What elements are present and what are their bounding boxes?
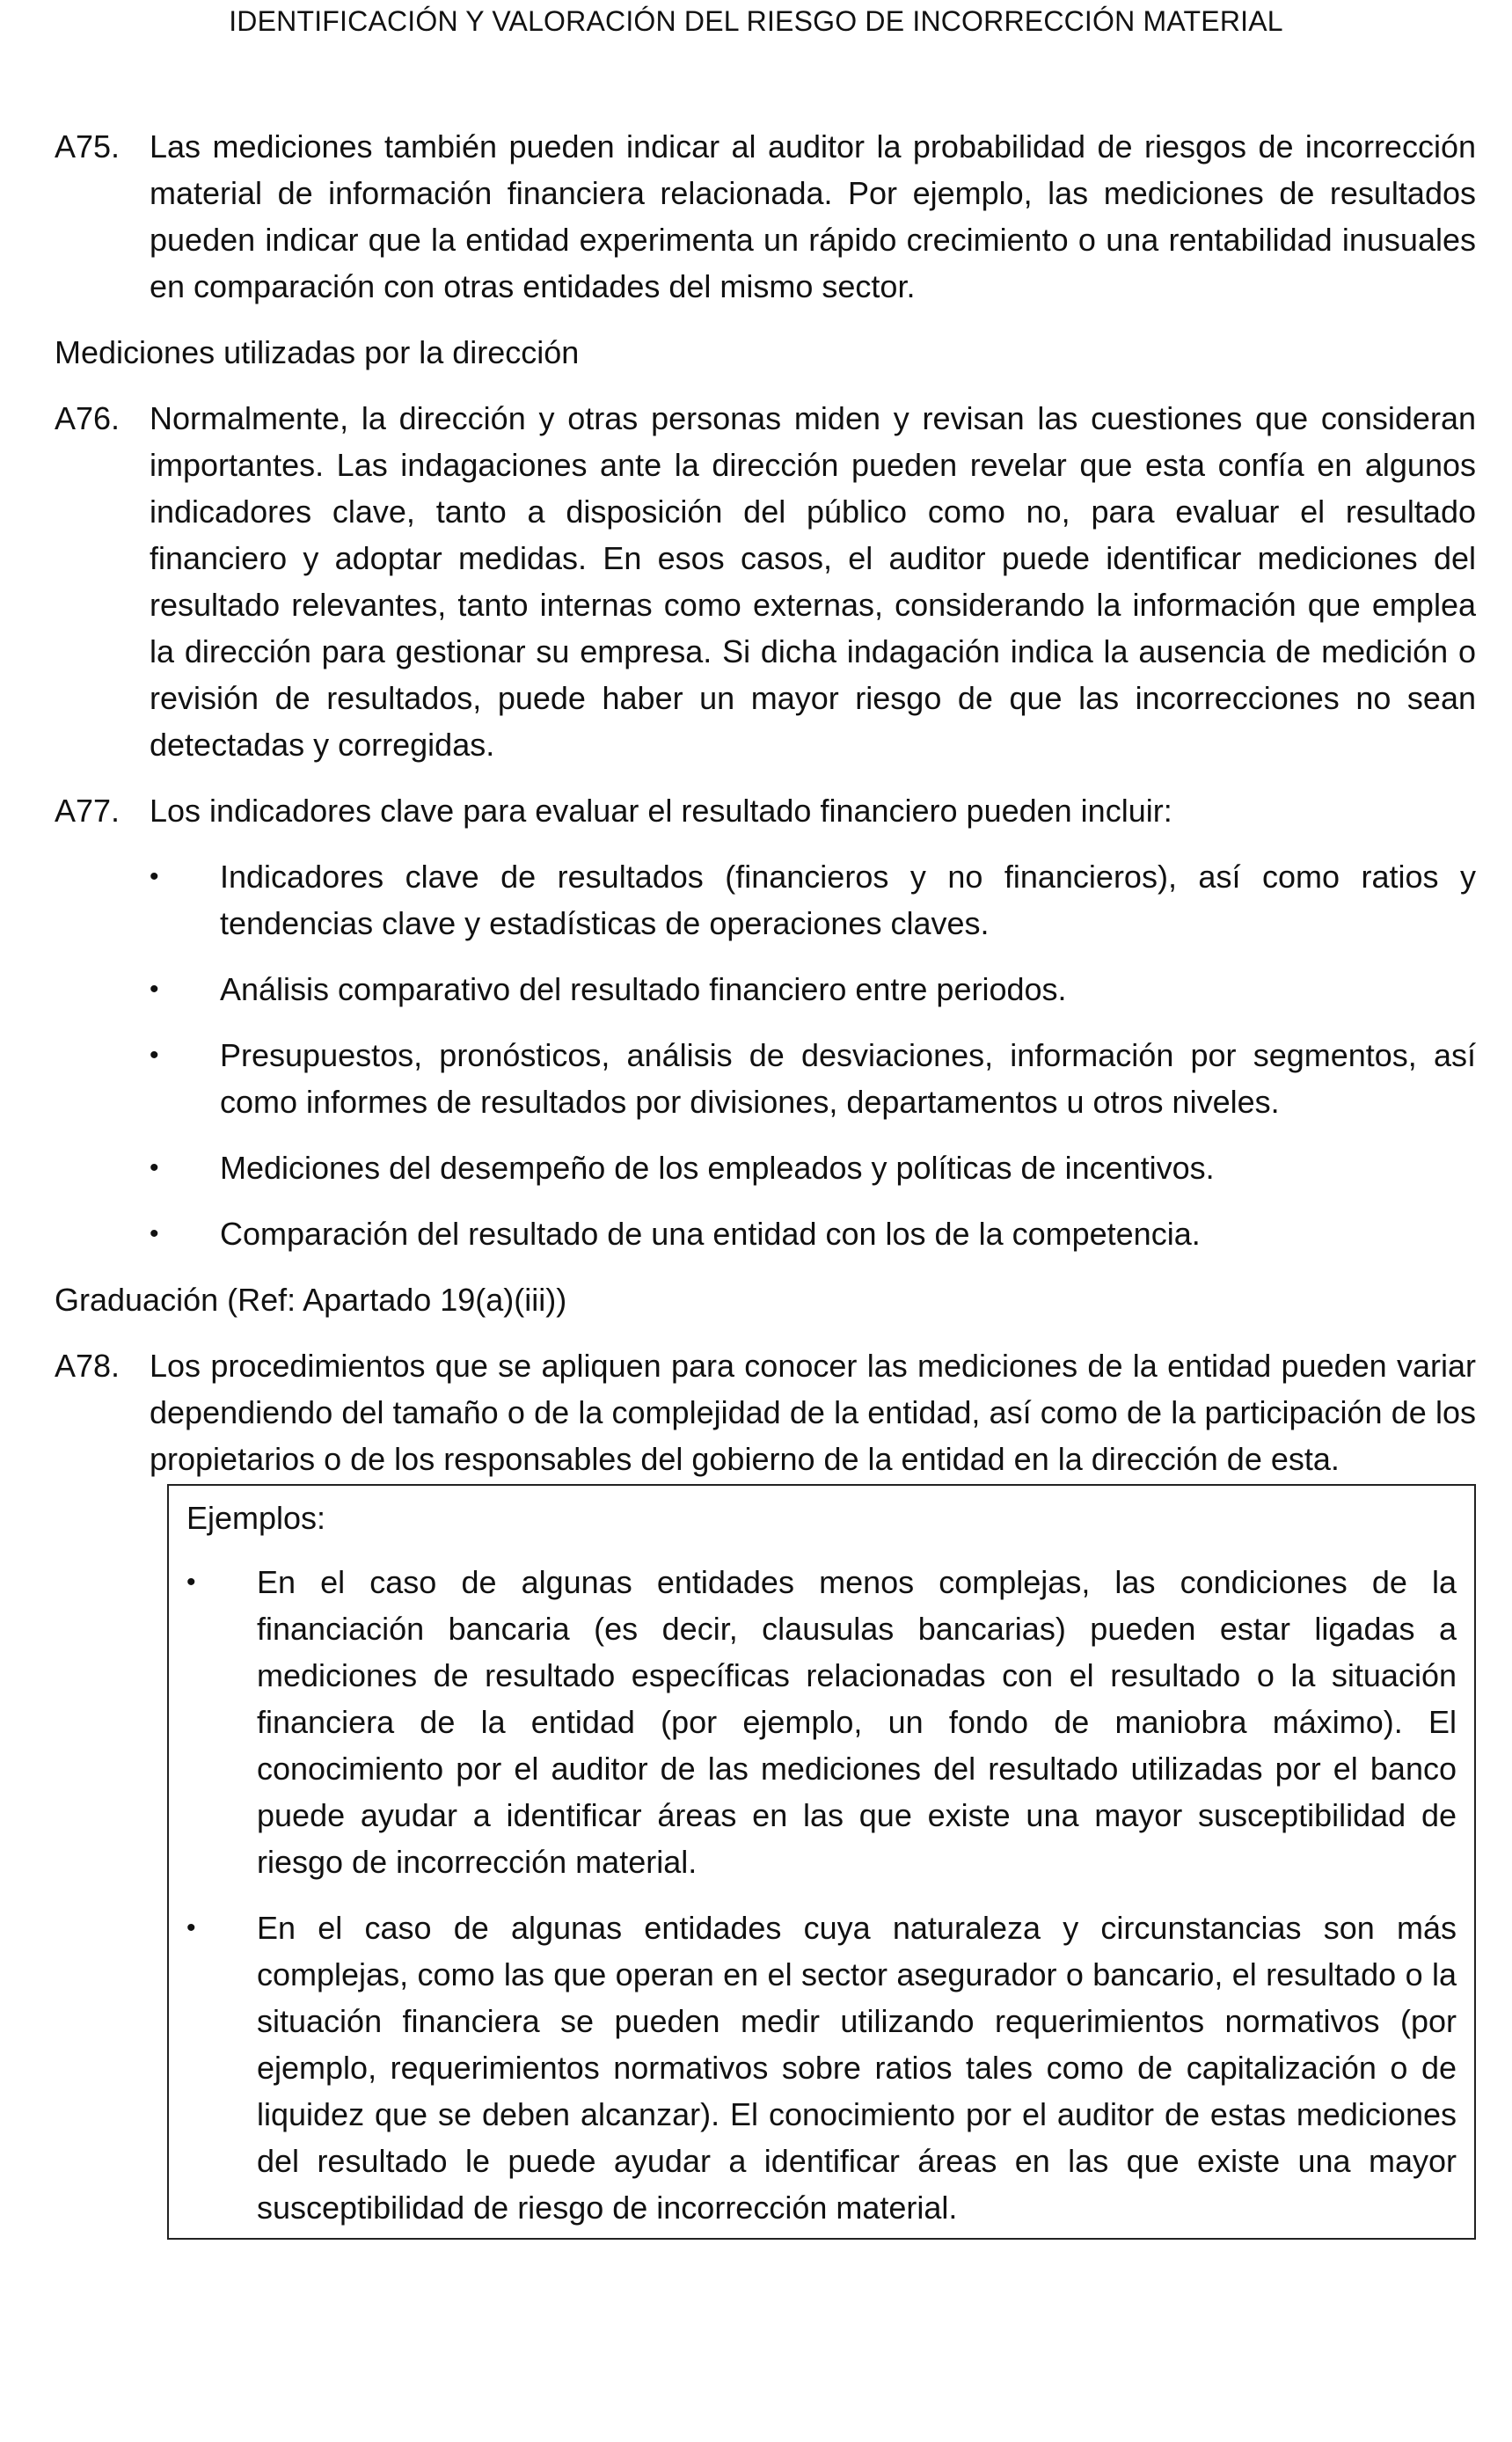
bullet-icon: •: [150, 1219, 159, 1248]
bullet-icon: •: [150, 975, 159, 1004]
bullet-icon: •: [186, 1913, 196, 1942]
list-item-text: Mediciones del desempeño de los empleados y políticas de incentivos.: [220, 1150, 1215, 1186]
section-heading-mediciones: Mediciones utilizadas por la dirección: [55, 334, 580, 370]
document-body: [55, 123, 1476, 2240]
paragraph-number: A77.: [55, 793, 121, 829]
paragraph-a75: [55, 123, 1476, 310]
list-item: [150, 853, 1476, 947]
paragraph-number: A78.: [55, 1348, 121, 1384]
paragraph-number: A75.: [55, 128, 121, 165]
bullet-icon: •: [186, 1568, 196, 1597]
section-heading-graduacion: Graduación (Ref: Apartado 19(a)(iii)): [55, 1282, 567, 1318]
list-item: [150, 1144, 1476, 1191]
paragraph-a76: [55, 395, 1476, 768]
examples-list: [186, 1559, 1457, 2231]
list-item-text: En el caso de algunas entidades cuya naturaleza y circunstancias son más complejas, como las que operan en el sector asegurador o bancario, el resultado o la situación financiera se pueden medir utilizando requerimientos normativos (por ejemplo, requerimientos normativos sobre ratios tales como de capitalización o de liquidez que se deben alcanzar). El conocimiento por el auditor de estas mediciones del resultado le puede ayudar a identificar áreas en las que existe una mayor susceptibilidad de riesgo de incorrección material.: [257, 1910, 1457, 2226]
paragraph-text: Los indicadores clave para evaluar el resultado financiero pueden incluir:: [150, 793, 1172, 829]
bullet-icon: •: [150, 1041, 159, 1070]
running-header: IDENTIFICACIÓN Y VALORACIÓN DEL RIESGO DE INCORRECCIÓN MATERIAL: [229, 5, 1283, 37]
list-item-text: Comparación del resultado de una entidad con los de la competencia.: [220, 1216, 1201, 1252]
list-item: [150, 1210, 1476, 1257]
paragraph-a77: [55, 787, 1476, 834]
paragraph-text: Normalmente, la dirección y otras personas miden y revisan las cuestiones que consideran importantes. Las indagaciones ante la dirección pueden revelar que esta confía en algunos indicadores clave, tanto a disposición del público como no, para evaluar el resultado financiero y adoptar medidas. En esos casos, el auditor puede identificar mediciones del resultado relevantes, tanto internas como externas, considerando la información que emplea la dirección para gestionar su empresa. Si dicha indagación indica la ausencia de medición o revisión de resultados, puede haber un mayor riesgo de que las incorrecciones no sean detectadas y corregidas.: [150, 400, 1476, 763]
list-item-text: En el caso de algunas entidades menos complejas, las condiciones de la financiación bancaria (es decir, clausulas bancarias) pueden estar ligadas a mediciones de resultado específicas relacionadas con el resultado o la situación financiera de la entidad (por ejemplo, un fondo de maniobra máximo). El conocimiento por el auditor de las mediciones del resultado utilizadas por el banco puede ayudar a identificar áreas en las que existe una mayor susceptibilidad de riesgo de incorrección material.: [257, 1564, 1457, 1880]
examples-title: Ejemplos:: [186, 1500, 326, 1536]
paragraph-number: A76.: [55, 400, 121, 436]
list-item: [150, 966, 1476, 1013]
list-item-text: Indicadores clave de resultados (financieros y no financieros), así como ratios y tendencias clave y estadísticas de operaciones claves.: [220, 859, 1476, 941]
list-item: [186, 1559, 1457, 1885]
paragraph-text: Las mediciones también pueden indicar al auditor la probabilidad de riesgos de incorrección material de información financiera relacionada. Por ejemplo, las mediciones de resultados pueden indicar que la entidad experimenta un rápido crecimiento o una rentabilidad inusuales en comparación con otras entidades del mismo sector.: [150, 128, 1476, 304]
bullet-icon: •: [150, 1153, 159, 1182]
paragraph-text: Los procedimientos que se apliquen para conocer las mediciones de la entidad pueden variar dependiendo del tamaño o de la complejidad de la entidad, así como de la participación de los propietarios o de los responsables del gobierno de la entidad en la dirección de esta.: [150, 1348, 1476, 1477]
list-item-text: Presupuestos, pronósticos, análisis de desviaciones, información por segmentos, así como informes de resultados por divisiones, departamentos u otros niveles.: [220, 1037, 1476, 1120]
paragraph-a78: [55, 1342, 1476, 1482]
key-indicators-list: [150, 853, 1476, 1257]
list-item: [150, 1032, 1476, 1125]
examples-box: [167, 1484, 1476, 2240]
list-item: [186, 1905, 1457, 2231]
bullet-icon: •: [150, 862, 159, 891]
list-item-text: Análisis comparativo del resultado financiero entre periodos.: [220, 971, 1067, 1007]
